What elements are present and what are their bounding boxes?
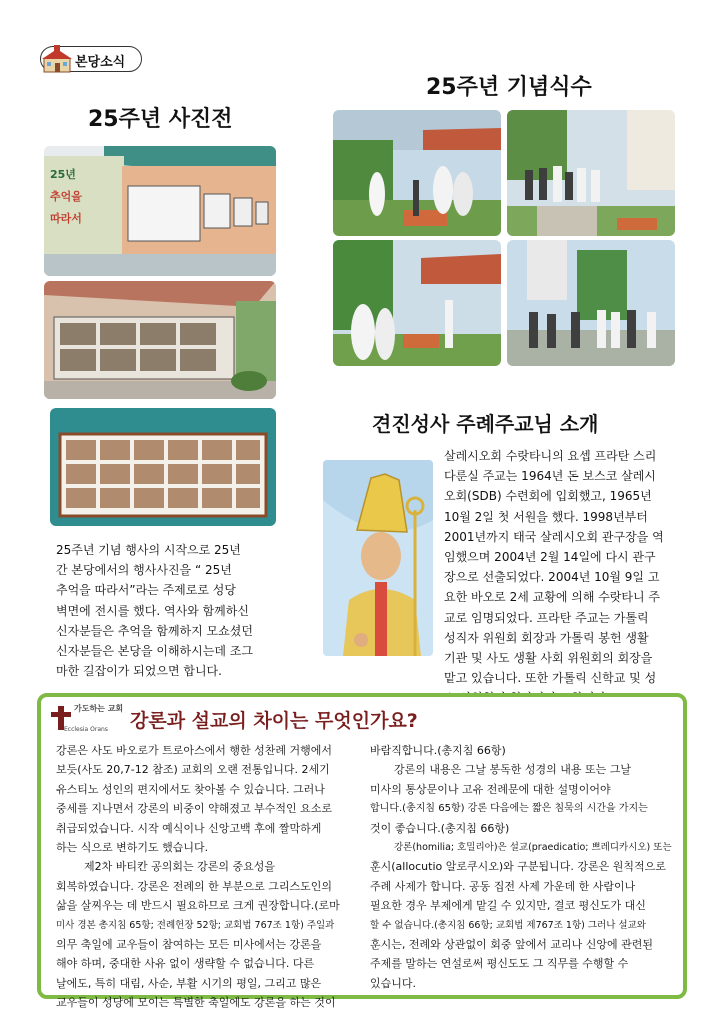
article-line: 중세를 지나면서 강론의 비중이 약해졌고 부수적인 요소로	[56, 802, 333, 816]
caption-line: 간 본당에서의 행사사진을 “ 25년	[56, 563, 232, 578]
article-line: 제2차 바티칸 공의회는 강론의 중요성을	[84, 860, 275, 874]
sign-line-1: 25년	[50, 168, 76, 181]
sign-line-3: 따라서	[50, 212, 82, 225]
logo-text: 가도하는 교회	[74, 704, 124, 713]
bio-line: 요한 바오로 2세 교황에 의해 수랏타니 주	[444, 590, 660, 605]
article-line: 회복하였습니다. 강론은 전례의 한 부분으로 그리스도인의	[56, 879, 333, 893]
bishop-bio	[444, 446, 675, 709]
article-right-column	[370, 741, 672, 993]
church-icon	[40, 44, 74, 74]
logo-subtext: Ecclesia Orans	[64, 726, 108, 733]
article-line: 훈시(allocutio 알로쿠시오)와 구분됩니다. 강론은 원칙적으로	[370, 860, 666, 874]
article-line: 미사의 통상문이나 고유 전례문에 대한 설명이어야	[370, 782, 611, 796]
ceremony-heading: 25주년 기념식수	[426, 75, 592, 100]
article-line: 필요한 경우 부제에게 맡길 수 있지만, 결코 평신도가 대신	[370, 899, 646, 913]
bishop-heading: 견진성사 주례주교님 소개	[372, 412, 599, 436]
article-line: 있습니다.	[370, 976, 417, 990]
article-left-column	[56, 741, 362, 1013]
article-line: 강론(homilia; 호밀리아)은 설교(praedicatio; 쁘레디카시오) 또는	[394, 842, 672, 854]
article-line: 보듯(사도 20,7-12 참조) 교회의 오랜 전통입니다. 2세기	[56, 763, 330, 777]
bio-line: 성직자 위원회 회장과 가톨릭 봉헌 생활	[444, 630, 649, 645]
exhibition-photo-2	[44, 281, 276, 399]
article-title: 강론과 설교의 차이는 무엇인가요?	[130, 710, 418, 732]
caption-line: 벽면에 전시를 했다. 역사와 함께하신	[56, 603, 249, 618]
article-line: 주례 사제가 합니다. 공동 집전 사제 가운데 한 사람이나	[370, 879, 636, 893]
exhibition-photo-1	[44, 146, 276, 276]
caption-line: 추억을 따라서”라는 주제로로 성당	[56, 583, 236, 598]
exhibition-caption	[56, 540, 282, 681]
bio-line: 다룬실 주교는 1964년 돈 보스코 살레시	[444, 469, 656, 484]
article-line: 훈시는, 전례와 상관없이 회중 앞에서 교리나 신앙에 관련된	[370, 938, 653, 952]
ceremony-photo-2	[507, 110, 675, 236]
bio-line: 장으로 선출되었다. 2004년 10월 9일 고	[444, 570, 660, 585]
article-line: 것이 좋습니다.(총지침 66항)	[370, 821, 510, 835]
ceremony-photo-4	[507, 240, 675, 366]
bio-line: 맡고 있습니다. 또한 가톨릭 신학교 및 성	[444, 671, 657, 686]
article-line: 유스티노 성인의 편지에서도 찾아볼 수 있습니다. 그러나	[56, 782, 325, 796]
article-line: 해야 하며, 중대한 사유 없이 생략할 수 없습니다. 다른	[56, 957, 315, 971]
bio-line: 10월 2일 첫 서원을 했다. 1998년부터	[444, 509, 648, 524]
bio-line: 임했으며 2004년 2월 14일에 다시 관구	[444, 550, 656, 565]
article-line: 의무 축일에 교우들이 참여하는 모든 미사에서는 강론을	[56, 938, 322, 952]
article-line: 미사 경본 총지침 65항; 전례헌장 52항; 교회법 767조 1항) 주일과	[56, 919, 335, 931]
bio-line: 기관 및 사도 생활 사회 위원회의 회장을	[444, 651, 653, 666]
bishop-portrait	[323, 460, 433, 656]
article-line: 할 수 없습니다.(총지침 66항; 교회법 제767조 1항) 그러나 설교와	[370, 919, 646, 931]
exhibition-photo-3	[50, 408, 276, 526]
article-line: 강론의 내용은 그날 봉독한 성경의 내용 또는 그날	[394, 763, 631, 777]
section-label: 본당소식	[75, 55, 126, 70]
article-line: 하는 식으로 변하기도 했습니다.	[56, 841, 209, 855]
bio-line: 살레시오회 수랏타니의 요셉 프라탄 스리	[444, 449, 657, 463]
caption-line: 신자분들은 본당을 이해하시는데 조그	[56, 644, 253, 659]
exhibition-heading: 25주년 사진전	[88, 107, 233, 132]
article-line: 합니다.(총지침 65항) 강론 다음에는 짧은 침묵의 시간을 가지는	[370, 803, 648, 815]
article-line: 취급되었습니다. 시작 예식이나 신앙고백 후에 짤막하게	[56, 821, 322, 835]
bio-line: 교로 임명되었다. 프라탄 주교는 가톨릭	[444, 610, 649, 625]
ceremony-photo-3	[333, 240, 501, 366]
article-line: 주제를 말하는 연설로써 평신도도 그 직무를 수행할 수	[370, 957, 629, 971]
article-line: 강론은 사도 바오로가 트로아스에서 행한 성찬례 거행에서	[56, 744, 333, 757]
article-line: 삶을 살찌우는 데 반드시 필요하므로 크게 권장합니다.(로마	[56, 899, 340, 913]
bio-line: 오회(SDB) 수련회에 입회했고, 1965년	[444, 489, 652, 504]
article-line: 바람직합니다.(총지침 66항)	[370, 744, 506, 757]
caption-line: 신자분들은 추억을 함께하지 모쇼셨던	[56, 623, 253, 638]
article-line: 날에도, 특히 대림, 사순, 부활 시기의 평일, 그리고 많은	[56, 976, 322, 990]
caption-line: 마한 길잡이가 되었으면 합니다.	[56, 664, 222, 679]
bio-line: 2001년까지 태국 살레시오회 관구장을 역	[444, 529, 664, 544]
ceremony-photo-1	[333, 110, 501, 236]
sign-line-2: 추억을	[50, 190, 82, 203]
article-line: 교우들이 성당에 모이는 특별한 축일에도 강론을 하는 것이	[56, 996, 336, 1010]
caption-line: 25주년 기념 행사의 시작으로 25년	[56, 543, 241, 557]
